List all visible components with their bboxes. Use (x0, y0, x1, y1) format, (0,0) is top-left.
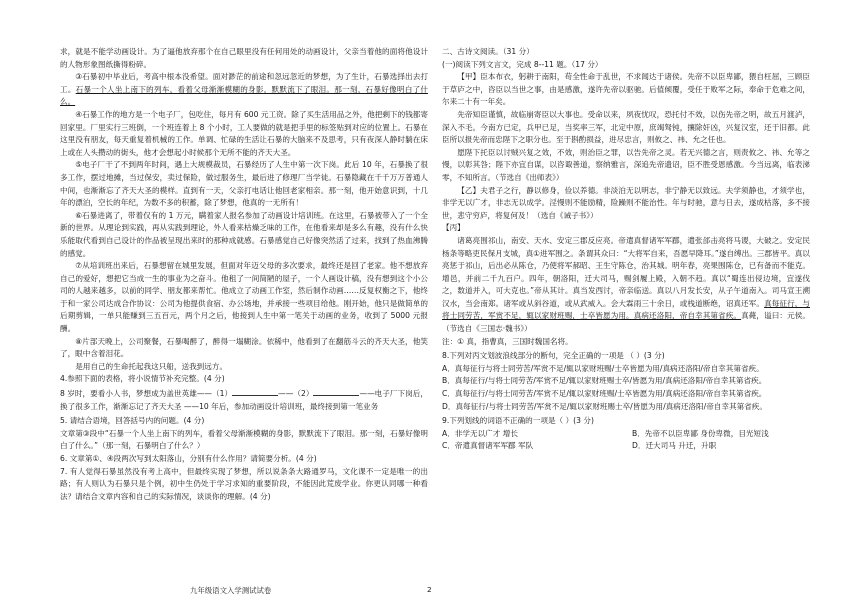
passage-yi (442, 185, 810, 223)
q4-part-a: 8 岁时，要看小人书，梦想成为盖世英雄——（1） (60, 389, 233, 399)
footer-title: 九年级语文入学测试试卷 (190, 586, 272, 595)
passage-text: 诸葛亮围祁山，南安、天水、安定三郡反应亮。帝遣真督诸军军郿，遣张郃击亮将马谡，大破之。安定民杨条等略吏民保月支城，真①进军围之。条谓其众曰：“大将军自来，吾愿早降耳。”遂自缚出。三郡皆平。真以亮惩于祁山，后出必从陈仓，乃使将军郝昭、王生守陈仓，治其城。明年春，亮果围陈仓，已有备而不能克。增邑，并前二千九百户。四年，朝洛阳，迁大司马，赐剑履上殿，入朝不趋。真以“蜀连出侵边境，宜遂伐之，数道并入，可大克也。”帝从其计。真当发西讨，帝亲临送。真以八月发长安，从子午道南入。司马宣王溯汉水，当会南郑。诸军或从斜谷道，或从武威入。会大霖雨三十余日，或栈道断绝，诏真还军。 (442, 235, 810, 308)
paragraph: ⑤电子厂干了不到两年时间，遇上大规模裁员，石暴经历了人生中第一次下岗。此后 10 年，石暴换了很多工作，摆过地摊，当过保安，卖过保险，做过服务生，最后进了修理厂当学徒。石暴隐藏在千千万万普通人中间，也渐渐忘了齐天大圣的模样。直到有一天，父亲打电话让他回老家相亲。那一刻，他开始意识到，十几年的漂泊，空长的年纪，为数不多的积蓄，除了梦想，他真的一无所有！ (60, 160, 428, 208)
passage-label-bing: 【丙】 (442, 223, 465, 233)
question-4-chart (60, 386, 428, 413)
answer-blank-1[interactable] (232, 386, 278, 396)
q4-part-c: ——电子厂下岗后，换了很多工作，渐渐忘记了齐天大圣 ——10 年后，参加动画设计培训班，最终接到第一笔业务 (60, 389, 429, 411)
right-column (442, 46, 810, 453)
section-heading: 二、古诗文阅读。（31 分） (442, 47, 534, 56)
question-5-text: 文章第③段中“石暴一个人坐上南下的列车，看着父母渐渐模糊的身影，默默流下了眼泪。那一刻，石暴好像明白了什么。”（那一刻，石暴明白了什么？） (60, 428, 428, 451)
option-d: D．真每征行/与将士同劳苦/军赏不足/辄以家财班赐士卒/皆愿为用/真病还洛阳/帝自幸其第省疾。 (442, 401, 767, 411)
passage-jia-1 (442, 71, 810, 109)
paragraph-number: ③ (75, 72, 83, 82)
option-c: C．帝遣真督诸军军郿 军队 (442, 441, 534, 451)
underlined-sentence: 石暴一个人坐上南下的列车，看着父母渐渐模糊的身影，默默流下了眼泪。那一刻，石暴好像明白了什么。 (60, 84, 428, 107)
question-9: 9.下列划线的词语不正确的一项是（ ）(3 分) (442, 416, 594, 426)
passage-jia-2: 先帝知臣谨慎，故临崩寄臣以大事也。受命以来，夙夜忧叹，恐托付不效，以伤先帝之明，故五月渡泸，深入不毛。今南方已定，兵甲已足，当奖率三军，北定中原，庶竭驽钝，攘除奸凶，兴复汉室，还于旧都。此臣所以报先帝而忠陛下之职分也。至于斟酌损益，进尽忠言，则攸之、祎、允之任也。 (442, 109, 810, 145)
option-b: B．真每征行/与将士同劳苦/军赏不足/辄以家财班赐士卒/皆愿为用/真病还洛阳/帝自幸其第省疾。 (442, 376, 767, 386)
paragraph (60, 71, 428, 109)
paragraph: ④石暴工作的地方是一个电子厂，包吃住，每月有 600 元工资。除了买生活用品之外，他把剩下的钱都寄回家里。厂里实行三班倒，一个班连着上 8 个小时，工人要做的就是把手里的标签贴到对应的位置上。石暴在这里没有朋友，每天重复着机械的工作。单调、忙碌的生活让石暴的大脑来不及思考，只有夜深人静时躺在床上或在人头攒动的街头，他才会想起小时候那个无所不能的齐天大圣。 (60, 109, 428, 157)
paragraph: 求，就是不能学动画设计。为了逼他放弃那个在自己眼里没有任何用处的动画设计，父亲当着他的面将他设计的人物形象图纸撕得粉碎。 (60, 47, 428, 69)
options-row-2 (442, 440, 810, 453)
paragraph: 是用自己的生命托起我这只船，送我到远方。 (75, 361, 228, 371)
option-c: C．真每征行/与将士同劳苦/军赏不足/辄以家财班赐/士卒皆愿为用/真病还洛阳/帝自幸其第省疾。 (442, 389, 767, 399)
question-5: 5. 请结合语境，回答括号内的问题。(4 分) (60, 416, 205, 426)
passage-label: 【乙】 (457, 185, 481, 195)
paragraph: ⑥石暴进离了，带着仅有的 1 万元，瞒着家人报名参加了动画设计培训班。在这里，石暴被带入了一个全新的世界。从理论到实践，再从实践到理论，外人看来枯燥乏味的工作，在他看来却是多么有趣，没有什么快乐能取代看到自己设计的作品被呈现出来时的那种成就感。石暴感觉自己好像突然活了过来，找到了热血沸腾的感觉。 (60, 210, 428, 258)
question-4: 4.参照下面的表格，将小说情节补充完整。(4 分) (60, 374, 225, 384)
option-b: B．先帝不以臣卑鄙 身份卑微，目光短浅 (632, 428, 769, 438)
passage-jia-3: 愿陛下托臣以讨贼兴复之效，不效，则治臣之罪，以告先帝之灵。若无兴德之言，则责攸之、祎、允等之慢，以彰其咎；陛下亦宜自谋，以咨诹善道，察纳雅言，深追先帝遗诏，臣不胜受恩感激。今当远离，临表涕零，不知所言。（节选自《出师表》） (442, 147, 810, 182)
question-7: 7. 有人觉得石暴虽然没有考上高中，但最终实现了梦想，所以说条条大路通罗马，文化课不一定是唯一的出路；有人则认为石暴只是个例，初中生仍处于学习求知的重要阶段，不能因此荒废学业。你更认同哪一种看法？请结合文章内容和自己的实际情况，谈谈你的理解。(4 分) (60, 466, 428, 501)
question-8: 8.下列对丙文划波浪线部分的断句，完全正确的一项是 （ ）(3 分) (442, 351, 665, 361)
answer-blank-2[interactable] (313, 386, 359, 396)
subsection-heading: (一)阅读下列文言文，完成 8--11 题。（17 分） (442, 59, 603, 69)
option-a: A．真每征行与将士同劳苦/军赏不足/辄以家财班赐/士卒皆愿为用/真病还洛阳/帝自幸其第省疾。 (442, 363, 764, 373)
left-column (60, 46, 428, 503)
paragraph: ⑧片部天晚上，公司聚餐，石暴喝醉了，醉得一塌糊涂。依稀中，他看到了在翻筋斗云的齐天大圣，他笑了，眼中含着泪花。 (60, 336, 428, 359)
footnote: 注：① 真，指曹真，三国时魏国名将。 (442, 336, 573, 346)
options-row-1 (442, 428, 810, 441)
passage-text: 臣本布衣，躬耕于南阳，苟全性命于乱世，不求闻达于诸侯。先帝不以臣卑鄙，猥自枉屈，三顾臣于草庐之中，咨臣以当世之事，由是感激，遂许先帝以驱驰。后值倾覆，受任于败军之际，奉命于危难之间，尔来二十有一年矣。 (442, 72, 810, 107)
wavy-underlined-text: 真每征行，与将士同劳苦，军赏不足，辄以家财班赐，士卒皆愿为用。真病还洛阳，帝自幸其第省疾。 (442, 298, 810, 321)
passage-text: 夫君子之行，静以修身，俭以养德。非淡泊无以明志，非宁静无以致远。夫学须静也，才须学也，非学无以广才，非志无以成学。淫慢则不能励精，险躁则不能治性。年与时驰，意与日去，遂成枯落，多不接世，悲守穷庐，将复何及！（选自《诫子书》） (442, 185, 810, 220)
passage-label: 【甲】 (457, 72, 481, 82)
paragraph-text: 石暴初中毕业后，考高中根本没希望。面对渺茫的前途和忽远忽近的梦想，为了生计，石暴选择出去打工。 (60, 72, 428, 94)
passage-bing (442, 235, 810, 336)
option-a: A．非学无以广才 增长 (442, 428, 518, 438)
paragraph: ⑦从培训班出来后，石暴想留在城里发展，但面对年迈父母的多次要求，最终还是回了老家。他不想放弃自己的爱好，想把它当成一生的事业为之奋斗。他租了一间简陋的屋子，一个人画设计稿，没有想到这个小公司的人越来越多，以前的同学、朋友都来帮忙。他成立了动画工作室，然后制作动画……反复权衡之下，他终于和一家公司达成合作协议：公司为他提供食宿、办公场地，并承接一些项目给他。刚开始，他只是做简单的后期剪辑，一单只能赚到三五百元，两个月之后，他接到人生中第一笔关于动画的业务，收到了 5000 元报酬。 (60, 261, 428, 334)
passage-text-end: 真薨，谥曰：元侯。（节选自《三国志·魏书》） (442, 311, 811, 334)
page-number: 2 (427, 585, 432, 594)
option-d: D．迁大司马 升迁，升职 (632, 441, 717, 451)
question-6: 6. 文章第①、④段两次写到太阳落山，分别有什么作用？请简要分析。(4 分) (60, 454, 317, 463)
q4-part-b: ——（2） (278, 389, 314, 399)
